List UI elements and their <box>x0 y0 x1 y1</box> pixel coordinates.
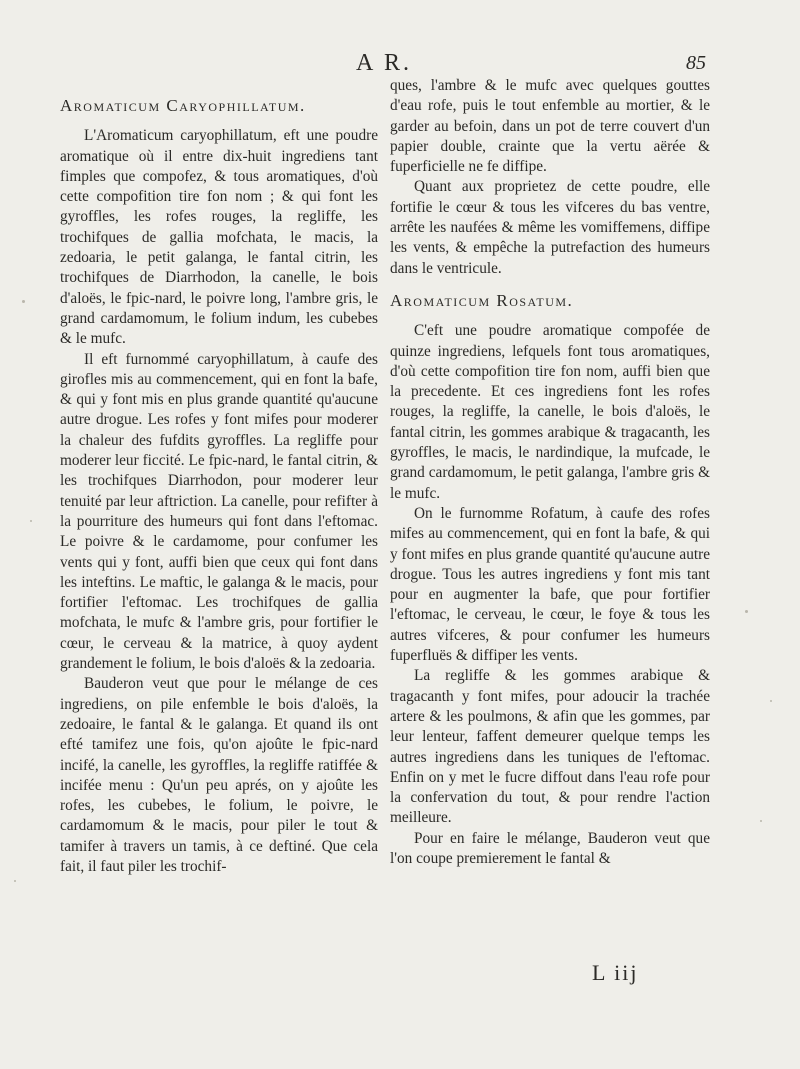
section-title-rosatum: Aromaticum Rosatum. <box>390 290 574 310</box>
paper-speck <box>22 300 25 303</box>
paragraph: Il eft furnommé caryophillatum, à caufe des girofles mis au commencement, qui en font la bafe, & qui y font mis en plus grande quantité qu'aucune autre drogue. Les rofes y font mifes pour moderer la chaleur des fufdits gyroffles. La regliffe pour moderer leur ficcité. Le fpic-nard, le fantal citrin, & les trochifques Diarrhodon, pour moderer leur tenuité par leur aftriction. La canelle, pour refifter à la pourriture des humeurs qui font dans l'eftomac. Le poivre & le cardamome, pour confumer les vents qui y font, auffi bien que ceux qui font dans les inteftins. Le maftic, le galanga & le macis, pour fortifier l'eftomac. Les trochifques de gallia mofchata, le mufc & l'ambre gris, pour fortifier le cœur, le cerveau & la matrice, à quoy aydent grandement le folium, le bois d'aloës & la zedoaria. <box>60 350 378 673</box>
running-head: A R. <box>356 50 413 76</box>
paper-speck <box>770 700 772 702</box>
paragraph: L'Aromaticum caryophillatum, eft une poudre aromatique où il entre dix-huit ingrediens tant fimples que compofez, & tous aromatiques, d'où cette compofition tire fon nom ; & qui font les gyroffles, les rofes rouges, la regliffe, les trochifques de gallia mofchata, le macis, la zedoaria, le petit galanga, le fantal citrin, les trochifques de Diarrhodon, la canelle, le bois d'aloës, le fpic-nard, le poivre long, l'ambre gris, le grand cardamomum, le folium indum, les cubebes & le mufc. <box>60 127 378 348</box>
paper-speck <box>30 520 32 522</box>
signature-mark: L iij <box>592 960 639 985</box>
paragraph: La regliffe & les gommes arabique & tragacanth y font mifes, pour adoucir la trachée artere & les poulmons, & afin que les gommes, par leur lenteur, faffent demeurer quelque temps les autres ingrediens dans les tuniques de l'eftomac. Enfin on y met le fucre diffout dans l'eau rofe pour la confervation du tout, & pour rendre l'action meilleure. <box>390 667 710 827</box>
section-title-caryophillatum: Aromaticum Caryophillatum. <box>60 96 306 115</box>
paragraph: Bauderon veut que pour le mélange de ces ingrediens, on pile enfemble le bois d'aloës, la zedoaire, le fantal & le galanga. Et quand ils ont efté tamifez une fois, qu'on ajoûte le fpic-nard incifé, la canelle, les gyroffles, la regliffe ratiffée & incifée menu : Qu'un peu aprés, on y ajoûte les rofes, les cubebes, le folium, le poivre, le cardamomum & le macis, pour piler le tout & tamifer à travers un tamis, à ce deftiné. Que cela fait, il faut piler les trochif- <box>60 675 378 875</box>
paper-speck <box>745 610 748 613</box>
paragraph: C'eft une poudre aromatique compofée de quinze ingrediens, lefquels font tous aromatiques, d'où cette compofition tire fon nom, auffi bien que la precedente. Et ces ingrediens font les rofes rouges, la regliffe, la canelle, le bois d'aloës, le fantal citrin, les gommes arabique & tragacanth, les gyroffles, le macis, le nardindique, la mufcade, le grand cardamomum, le petit galanga, l'ambre gris & le mufc. <box>390 322 710 502</box>
paragraph: On le furnomme Rofatum, à caufe des rofes mifes au commencement, qui en font la bafe, & qui y font mifes en plus grande quantité qu'aucune autre drogue. Tous les autres ingrediens y font mis tant pour en augmenter la bafe, que pour fortifier l'eftomac, le cerveau, le cœur, le foye & tous les autres vifceres, & pour confumer les humeurs fuperfluës & diffiper les vents. <box>390 504 710 665</box>
paper-speck <box>14 880 16 882</box>
right-column <box>390 76 710 869</box>
page-number: 85 <box>686 52 706 74</box>
paragraph: Pour en faire le mélange, Bauderon veut que l'on coupe premierement le fantal & <box>390 829 710 867</box>
paragraph: Quant aux proprietez de cette poudre, elle fortifie le cœur & tous les vifceres du bas ventre, arrête les naufées & même les vomiffemens, diffipe les vents, & empêche la putrefaction des humeurs dans le ventricule. <box>390 178 710 277</box>
left-column <box>60 88 378 877</box>
paper-speck <box>760 820 762 822</box>
paragraph-continuation: ques, l'ambre & le mufc avec quelques gouttes d'eau rofe, puis le tout enfemble au mortier, & le garder au befoin, dans un pot de terre couvert d'un papier double, crainte que la vertu aërée & fuperficielle ne fe diffipe. <box>390 77 710 176</box>
